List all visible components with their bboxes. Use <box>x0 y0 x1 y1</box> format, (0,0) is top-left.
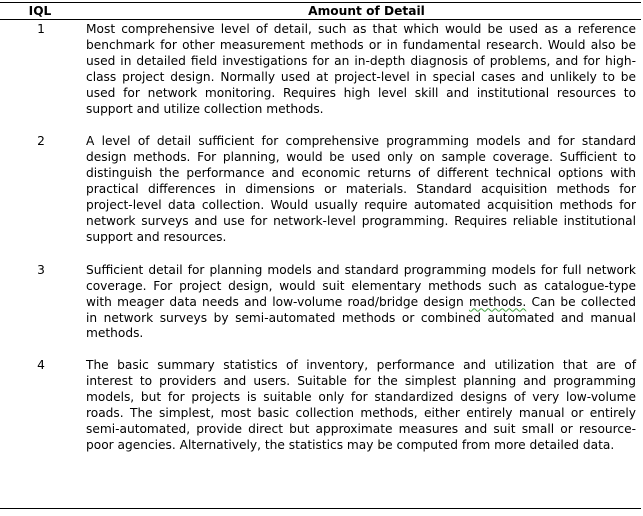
table-row <box>0 263 641 343</box>
iql-level: 1 <box>37 22 45 36</box>
iql-detail-table <box>0 2 641 509</box>
iql-level: 3 <box>37 262 45 277</box>
detail-text-part: Sufficient detail for planning models and standard programming models for full network coverage. For project design, would suit elementary methods such as catalogue-type with meager data needs and low-volume road/bridge design <box>86 262 636 309</box>
header-amount-of-detail: Amount of Detail <box>308 4 425 18</box>
table-header-row <box>0 3 641 20</box>
detail-description <box>86 263 641 343</box>
table-row <box>0 134 641 245</box>
table-row <box>0 358 641 453</box>
detail-text-part: Can be collected in network surveys by semi-automated methods or combined automated and manual methods. <box>86 294 637 341</box>
detail-description: The basic summary statistics of inventory, performance and utilization that are of interest to providers and users. Suitable for the simplest planning and programming models, but for projects is suitable only for standardized designs of very low-volume roads. The simplest, most basic collection methods, either entirely manual or entirely semi-automated, provide direct but approximate measures and suit small or resource-poor agencies. Alternatively, the statistics may be computed from more detailed data. <box>86 358 636 452</box>
detail-description: Most comprehensive level of detail, such as that which would be used as a reference benchmark for other measurement methods or in fundamental research. Would also be used in detailed field investigations for an in-depth diagnosis of problems, and for high-class project design. Normally used at project-level in special cases and unlikely to be used for network monitoring. Requires high level skill and institutional resources to support and utilize collection methods. <box>86 22 636 116</box>
header-iql: IQL <box>28 4 52 18</box>
table-row <box>0 22 641 117</box>
iql-level: 4 <box>37 358 45 373</box>
spellcheck-flagged-word[interactable]: methods. <box>468 294 527 309</box>
detail-description: A level of detail sufficient for comprehensive programming models and for standard design methods. For planning, would be used only on sample coverage. Sufficient to distinguish the performance and economic returns of different technical options with practical differences in dimensions or materials. Standard acquisition methods for project-level data collection. Would usually require automated acquisition methods for network surveys and use for network-level programming. Requires reliable institutional support and resources. <box>86 134 636 244</box>
iql-level: 2 <box>37 134 45 149</box>
